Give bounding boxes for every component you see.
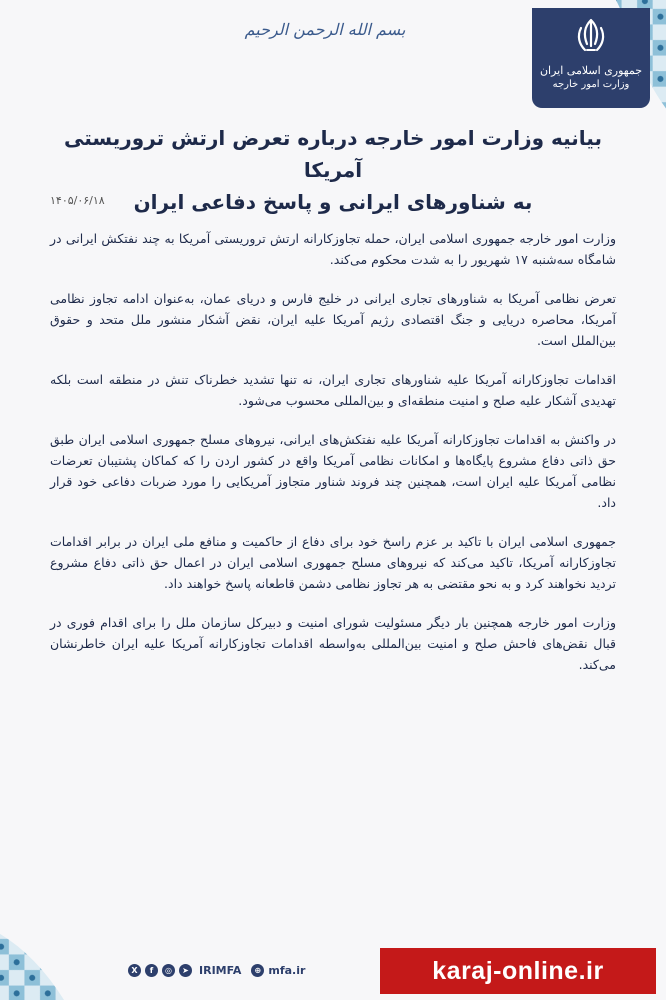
paragraph: وزارت امور خارجه جمهوری اسلامی ایران، حمله تجاوزکارانه ارتش تروریستی آمریکا به چند نفتکش ایرانی در شامگاه سه‌شنبه ۱۷ شهریور را به شدت محکوم می‌کند. <box>50 231 616 267</box>
paragraph: اقدامات تجاوزکارانه آمریکا علیه شناورهای تجاری ایران، نه تنها تشدید خطرناک تنش در منطقه است بلکه تهدیدی آشکار علیه صلح و امنیت منطقه‌ای و بین‌المللی محسوب می‌شود. <box>50 372 616 408</box>
title-line-1: بیانیه وزارت امور خارجه درباره تعرض ارتش تروریستی آمریکا <box>64 126 602 182</box>
telegram-icon[interactable]: ➤ <box>179 964 192 977</box>
paragraph: در واکنش به اقدامات تجاوزکارانه آمریکا علیه نفتکش‌های ایرانی، نیروهای مسلح جمهوری اسلامی ایران طبق حق ذاتی دفاع مشروع پایگاه‌ها و امکانات نظامی آمریکا واقع در کشور اردن را که کماکان پشتیبان تعرضات نظامی آمریکا علیه ایران است، همچنین چند فروند شناور متجاوز آمریکایی را مورد ضربات دفاعی خود قرار داد. <box>50 432 616 510</box>
globe-icon: ⊕ <box>251 964 264 977</box>
instagram-icon[interactable]: ◎ <box>162 964 175 977</box>
x-icon[interactable]: X <box>128 964 141 977</box>
watermark-banner: karaj-online.ir <box>380 948 656 994</box>
basmala-calligraphy: بسم الله الرحمن الرحیم <box>244 20 406 39</box>
paragraph: تعرض نظامی آمریکا به شناورهای تجاری ایرانی در خلیج فارس و دریای عمان، به‌عنوان ادامه تجاوز نظامی آمریکا، محاصره دریایی و جنگ اقتصادی رژیم آمریکا علیه ایران، نقض آشکار منشور ملل متحد و حقوق بین‌الملل است. <box>50 291 616 348</box>
emblem-line-2: وزارت امور خارجه <box>552 79 630 90</box>
iran-emblem-icon <box>571 16 611 56</box>
paragraph: وزارت امور خارجه همچنین بار دیگر مسئولیت شورای امنیت و دبیرکل سازمان ملل را برای اقدام فوری در قبال نقض‌های فاحش صلح و امنیت بین‌المللی به‌واسطه اقدامات تجاوزکارانه آمریکا علیه ایران خاطرنشان می‌کند. <box>50 615 616 672</box>
title-line-2: به شناورهای ایرانی و پاسخ دفاعی ایران <box>133 190 533 214</box>
footer-social-bar <box>128 960 305 980</box>
statement-date: ۱۴۰۵/۰۶/۱۸ <box>50 194 105 207</box>
paragraph: جمهوری اسلامی ایران با تاکید بر عزم راسخ خود برای دفاع از حاکمیت و منافع ملی ایران در برابر اقدامات تجاوزکارانه آمریکا، تاکید می‌کند که نیروهای مسلح جمهوری اسلامی ایران در اعمال حق ذاتی دفاع مشروع تردید نخواهند کرد و به نحو مقتضی به هر تجاوز نظامی دشمن قاطعانه پاسخ خواهند داد. <box>50 534 616 591</box>
website-link[interactable]: mfa.ir <box>268 963 306 977</box>
facebook-icon[interactable]: f <box>145 964 158 977</box>
statement-title <box>40 122 626 218</box>
ministry-emblem-block <box>532 8 650 108</box>
emblem-line-1: جمهوری اسلامی ایران <box>539 64 643 77</box>
social-handle[interactable]: IRIMFA <box>199 963 242 977</box>
decorative-tile-pattern <box>0 900 120 1000</box>
statement-body <box>50 228 616 693</box>
